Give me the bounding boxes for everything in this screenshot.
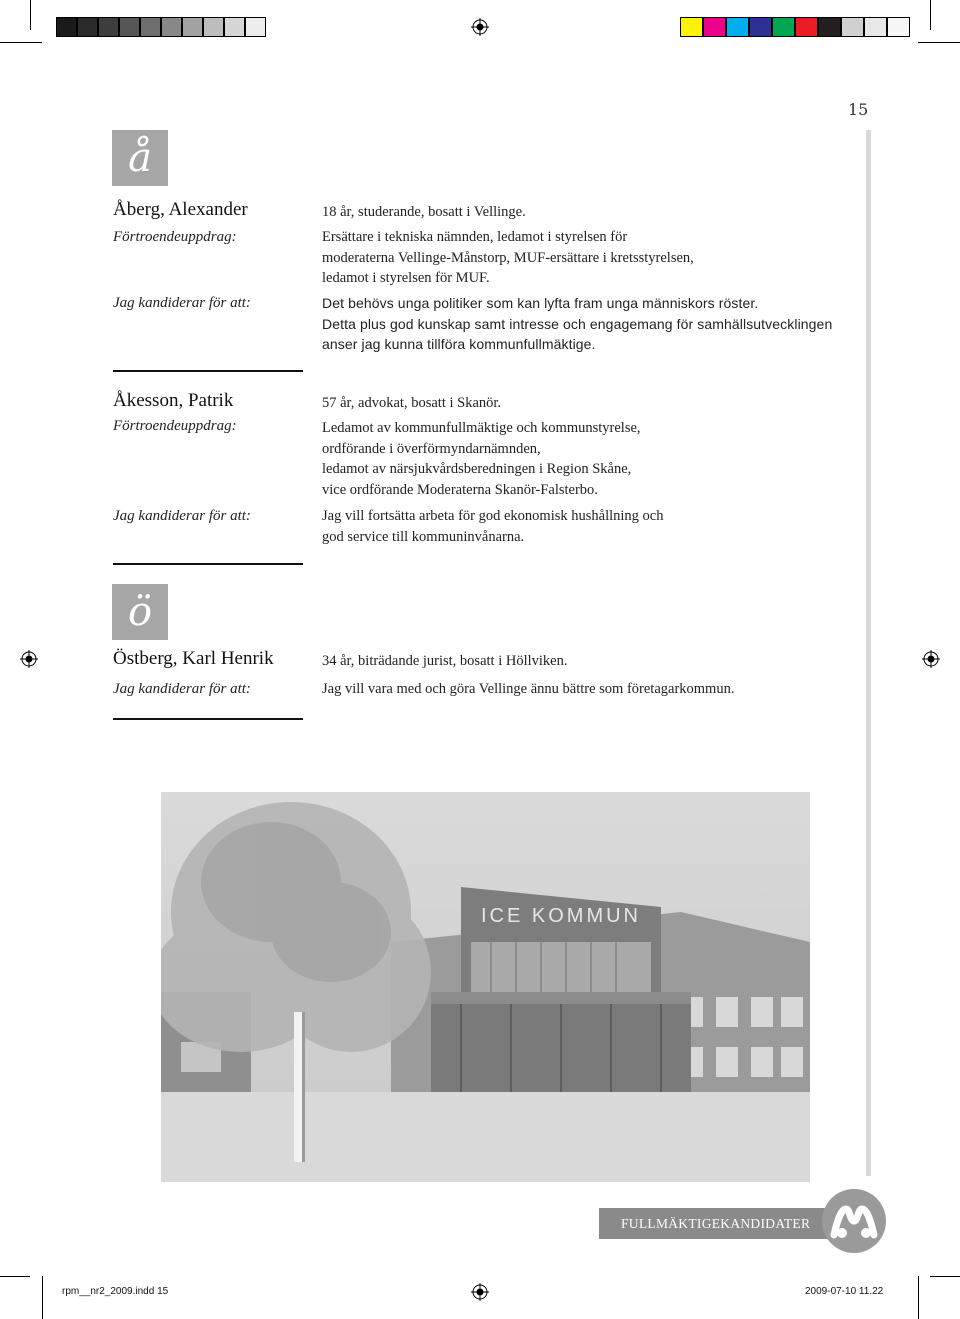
- color-swatch: [161, 17, 182, 37]
- municipal-building-photo: [161, 792, 810, 1182]
- candidate-bio: 57 år, advokat, bosatt i Skanör.: [322, 395, 502, 411]
- color-swatch: [56, 17, 77, 37]
- color-swatch: [749, 17, 772, 37]
- registration-mark-icon: [20, 650, 38, 668]
- candidate-name: Östberg, Karl Henrik: [113, 648, 274, 669]
- color-swatch: [224, 17, 245, 37]
- color-swatch: [77, 17, 98, 37]
- candidate-bio: 18 år, studerande, bosatt i Vellinge.: [322, 204, 526, 220]
- divider: [113, 563, 303, 565]
- registration-mark-icon: [922, 650, 940, 668]
- slug-date: 2009-07-10 11.22: [805, 1286, 884, 1297]
- moderaterna-logo-icon: [820, 1187, 888, 1255]
- statement-text: Det behövs unga politiker som kan lyfta fram unga människors röster. Detta plus god kunskap samt intresse och engagemang för samhällsutvecklingen anser jag kunna tillföra kommunfullmäktige.: [322, 295, 833, 352]
- section-letter-a: å: [112, 130, 168, 186]
- assignments-text: Ersättare i tekniska nämnden, ledamot i styrelsen för moderaterna Vellinge-Månstorp, MUF-ersättare i kretsstyrelsen, ledamot i styrelsen för MUF.: [322, 229, 694, 286]
- registration-mark-icon: [471, 1283, 489, 1301]
- color-swatch: [818, 17, 841, 37]
- color-swatch: [119, 17, 140, 37]
- color-swatch: [182, 17, 203, 37]
- color-swatch: [887, 17, 910, 37]
- color-swatch: [841, 17, 864, 37]
- section-letter-o: ö: [112, 584, 168, 640]
- assignments-label: Förtroendeuppdrag:: [113, 229, 237, 245]
- color-swatch: [772, 17, 795, 37]
- color-swatch: [864, 17, 887, 37]
- color-swatch: [98, 17, 119, 37]
- statement-text: Jag vill fortsätta arbeta för god ekonomisk hushållning och god service till kommuninvånarna.: [322, 508, 664, 545]
- color-swatch: [245, 17, 266, 37]
- page-number: 15: [848, 100, 869, 119]
- statement-label: Jag kandiderar för att:: [113, 295, 251, 311]
- candidate-name: Åkesson, Patrik: [113, 390, 234, 411]
- side-bar: [866, 130, 871, 1176]
- registration-mark-icon: [471, 18, 489, 36]
- color-swatch: [680, 17, 703, 37]
- color-swatch: [703, 17, 726, 37]
- candidate-bio: 34 år, biträdande jurist, bosatt i Höllviken.: [322, 653, 568, 669]
- color-swatch: [203, 17, 224, 37]
- assignments-label: Förtroendeuppdrag:: [113, 418, 237, 434]
- building-sign: ICE KOMMUN: [481, 905, 641, 927]
- statement-label: Jag kandiderar för att:: [113, 508, 251, 524]
- color-swatch: [726, 17, 749, 37]
- color-swatch: [140, 17, 161, 37]
- color-swatch: [795, 17, 818, 37]
- section-footer-label: FULLMÄKTIGEKANDIDATER: [599, 1208, 831, 1239]
- statement-label: Jag kandiderar för att:: [113, 681, 251, 697]
- statement-text: Jag vill vara med och göra Vellinge ännu bättre som företagarkommun.: [322, 681, 735, 697]
- divider: [113, 718, 303, 720]
- assignments-text: Ledamot av kommunfullmäktige och kommunstyrelse, ordförande i överförmyndarnämnden, ledamot av närsjukvårdsberedningen i Region Skåne, vice ordförande Moderaterna Skanör-Falsterbo.: [322, 420, 641, 498]
- candidate-name: Åberg, Alexander: [113, 199, 248, 220]
- divider: [113, 370, 303, 372]
- slug-filename: rpm__nr2_2009.indd 15: [62, 1286, 169, 1297]
